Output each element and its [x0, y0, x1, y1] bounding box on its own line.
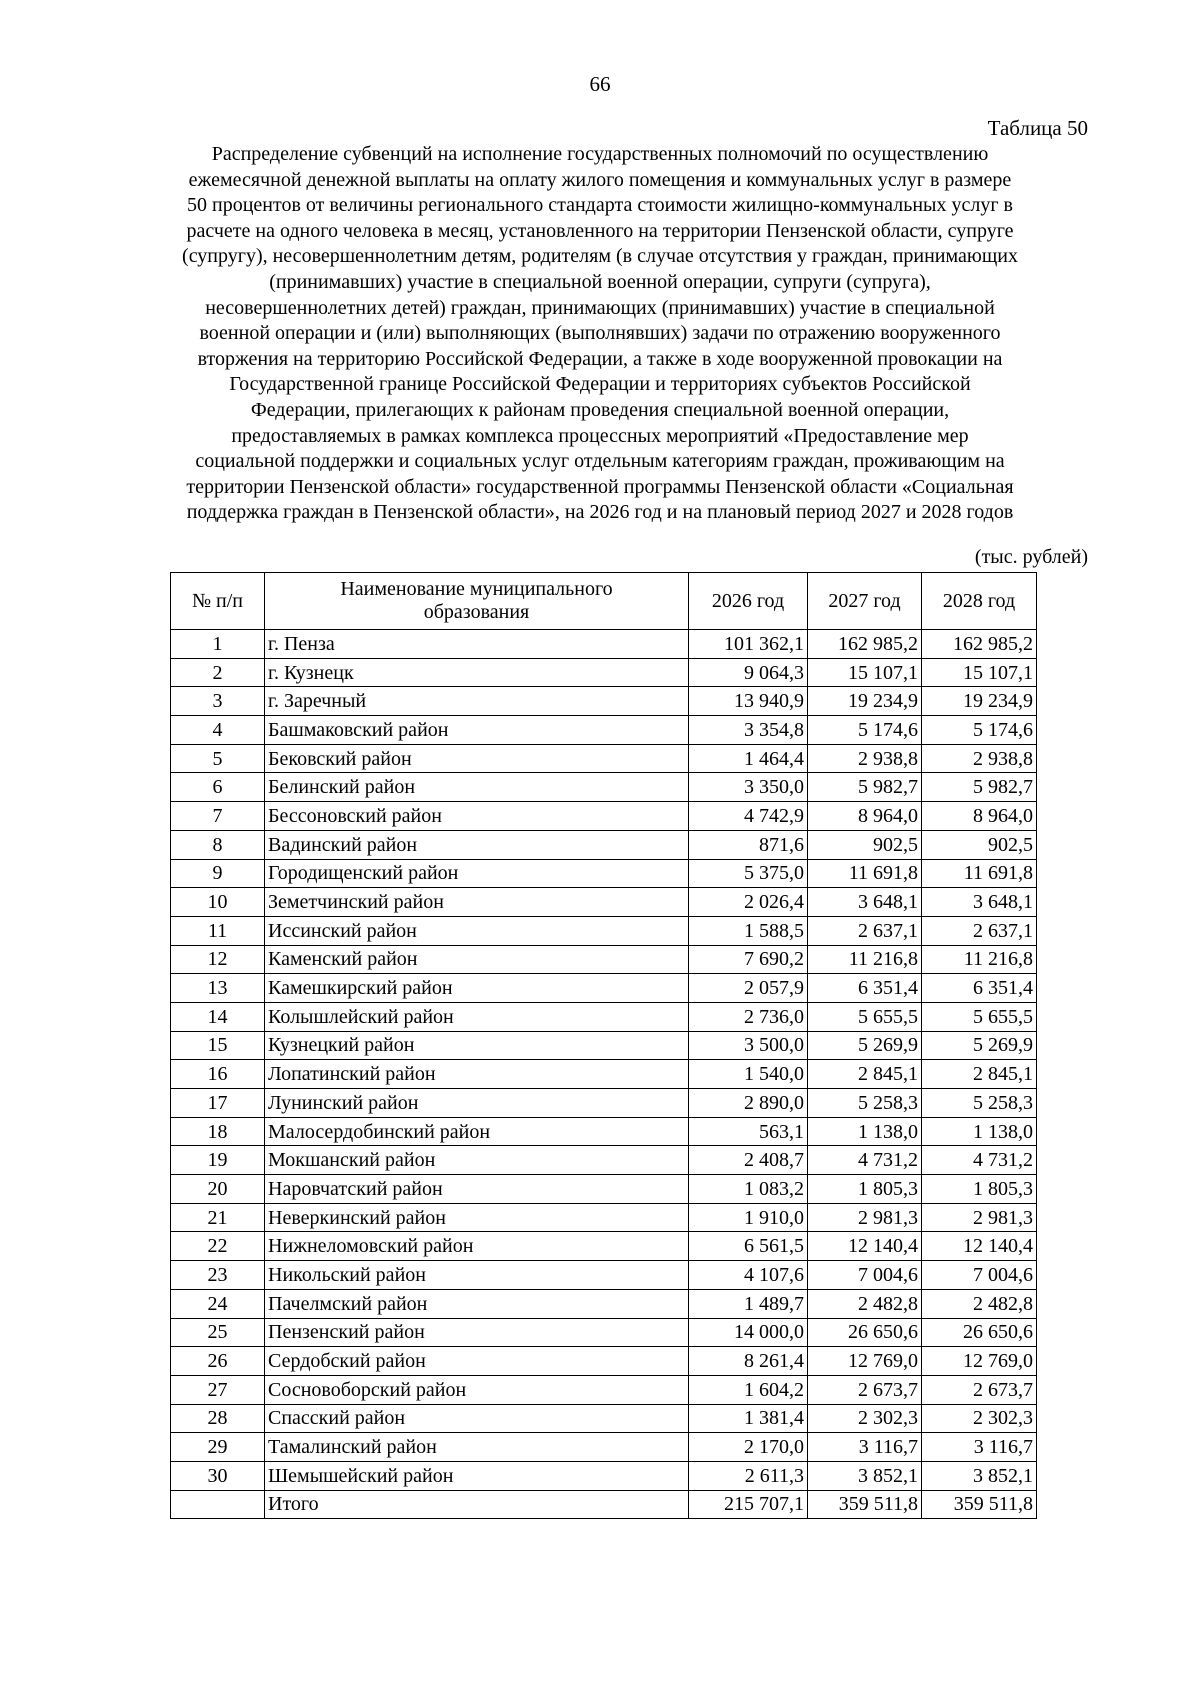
- cell-2026: 1 381,4: [689, 1404, 808, 1433]
- cell-2027: 5 258,3: [808, 1089, 922, 1118]
- cell-municipality: Никольский район: [265, 1261, 689, 1290]
- cell-2026: 2 408,7: [689, 1146, 808, 1175]
- cell-2026: 6 561,5: [689, 1232, 808, 1261]
- cell-2028: 12 769,0: [922, 1347, 1037, 1376]
- cell-2028: 2 938,8: [922, 744, 1037, 773]
- cell-number: 23: [171, 1261, 265, 1290]
- title-line: предоставляемых в рамках комплекса процессных мероприятий «Предоставление мер: [231, 424, 969, 447]
- cell-2028: 2 673,7: [922, 1375, 1037, 1404]
- cell-2026: 2 736,0: [689, 1002, 808, 1031]
- cell-municipality: Спасский район: [265, 1404, 689, 1433]
- cell-2027: 1 138,0: [808, 1117, 922, 1146]
- title-line: 50 процентов от величины регионального стандарта стоимости жилищно-коммунальных услуг в: [187, 194, 1013, 217]
- cell-2027: 5 174,6: [808, 716, 922, 745]
- cell-municipality: Пензенский район: [265, 1318, 689, 1347]
- cell-2027: 8 964,0: [808, 802, 922, 831]
- title-line: Государственной границе Российской Федерации и территориях субъектов Российской: [229, 373, 971, 396]
- cell-municipality: Сосновоборский район: [265, 1375, 689, 1404]
- cell-2027: 2 845,1: [808, 1060, 922, 1089]
- table-row: [171, 945, 1037, 974]
- cell-number: 28: [171, 1404, 265, 1433]
- cell-municipality: Колышлейский район: [265, 1002, 689, 1031]
- cell-2028: 26 650,6: [922, 1318, 1037, 1347]
- cell-2027: 5 655,5: [808, 1002, 922, 1031]
- cell-2028: 7 004,6: [922, 1261, 1037, 1290]
- cell-number: 29: [171, 1433, 265, 1462]
- title-line: вторжения на территорию Российской Федерации, а также в ходе вооруженной провокации на: [197, 347, 1003, 370]
- title-line: поддержка граждан в Пензенской области», на 2026 год и на плановый период 2027 и 2028 годов: [186, 501, 1014, 524]
- cell-municipality: Нижнеломовский район: [265, 1232, 689, 1261]
- cell-2026: 9 064,3: [689, 658, 808, 687]
- cell-number: 8: [171, 830, 265, 859]
- cell-2026: 4 742,9: [689, 802, 808, 831]
- cell-2026: 1 588,5: [689, 916, 808, 945]
- title-line: военной операции и (или) выполняющих (выполнявших) задачи по отражению вооруженного: [199, 322, 1001, 345]
- document-title: [110, 142, 1090, 526]
- table-row: [171, 916, 1037, 945]
- cell-municipality: Бековский район: [265, 744, 689, 773]
- header-municipality: [265, 573, 689, 630]
- cell-2028: 19 234,9: [922, 687, 1037, 716]
- cell-2027: 2 938,8: [808, 744, 922, 773]
- title-line: Распределение субвенций на исполнение государственных полномочий по осуществлению: [211, 143, 989, 165]
- table-row: [171, 630, 1037, 659]
- cell-2027: 5 269,9: [808, 1031, 922, 1060]
- table-row: [171, 658, 1037, 687]
- cell-number: 21: [171, 1203, 265, 1232]
- cell-2026: 1 910,0: [689, 1203, 808, 1232]
- table-label: Таблица 50: [987, 116, 1088, 140]
- cell-2026: 2 026,4: [689, 888, 808, 917]
- cell-number: 12: [171, 945, 265, 974]
- cell-2026: 2 170,0: [689, 1433, 808, 1462]
- cell-municipality: Белинский район: [265, 773, 689, 802]
- units-label: (тыс. рублей): [974, 546, 1088, 568]
- cell-municipality: Шемышейский район: [265, 1461, 689, 1490]
- title-line: (принимавших) участие в специальной военной операции, супруги (супруга),: [269, 270, 931, 293]
- cell-municipality: Кузнецкий район: [265, 1031, 689, 1060]
- table-row: [171, 888, 1037, 917]
- cell-number: 19: [171, 1146, 265, 1175]
- table-row: [171, 773, 1037, 802]
- table-row: [171, 1117, 1037, 1146]
- cell-2028: 2 981,3: [922, 1203, 1037, 1232]
- cell-2027: 2 981,3: [808, 1203, 922, 1232]
- cell-2028: 3 852,1: [922, 1461, 1037, 1490]
- cell-number: 25: [171, 1318, 265, 1347]
- cell-number: 2: [171, 658, 265, 687]
- cell-number: 14: [171, 1002, 265, 1031]
- cell-2027: 12 769,0: [808, 1347, 922, 1376]
- table-row: [171, 1060, 1037, 1089]
- cell-2026: 2 611,3: [689, 1461, 808, 1490]
- cell-municipality: Бессоновский район: [265, 802, 689, 831]
- cell-municipality: Наровчатский район: [265, 1175, 689, 1204]
- cell-2027: 2 637,1: [808, 916, 922, 945]
- cell-2027: 2 673,7: [808, 1375, 922, 1404]
- cell-2028: 5 269,9: [922, 1031, 1037, 1060]
- cell-2028: 11 216,8: [922, 945, 1037, 974]
- cell-2027: 1 805,3: [808, 1175, 922, 1204]
- page-number: 66: [589, 72, 611, 96]
- table-row: [171, 1404, 1037, 1433]
- cell-2027: 2 302,3: [808, 1404, 922, 1433]
- cell-municipality: Малосердобинский район: [265, 1117, 689, 1146]
- cell-2028: 2 845,1: [922, 1060, 1037, 1089]
- cell-2026: 8 261,4: [689, 1347, 808, 1376]
- cell-2027: 7 004,6: [808, 1261, 922, 1290]
- cell-municipality: Иссинский район: [265, 916, 689, 945]
- cell-2028: 11 691,8: [922, 859, 1037, 888]
- header-2028: 2028 год: [922, 573, 1037, 630]
- cell-2026: 1 489,7: [689, 1289, 808, 1318]
- cell-2028: 1 805,3: [922, 1175, 1037, 1204]
- cell-2028: 2 482,8: [922, 1289, 1037, 1318]
- cell-municipality: Башмаковский район: [265, 716, 689, 745]
- cell-2028: 6 351,4: [922, 974, 1037, 1003]
- cell-municipality: Мокшанский район: [265, 1146, 689, 1175]
- cell-2028: 902,5: [922, 830, 1037, 859]
- cell-municipality: Каменский район: [265, 945, 689, 974]
- cell-2026: 1 464,4: [689, 744, 808, 773]
- table-row: [171, 1289, 1037, 1318]
- cell-municipality: г. Заречный: [265, 687, 689, 716]
- table-row: [171, 687, 1037, 716]
- cell-2028: 1 138,0: [922, 1117, 1037, 1146]
- cell-2027: 4 731,2: [808, 1146, 922, 1175]
- cell-number: 5: [171, 744, 265, 773]
- cell-2026: 7 690,2: [689, 945, 808, 974]
- cell-municipality: Итого: [265, 1490, 689, 1519]
- table-row: [171, 974, 1037, 1003]
- table-row: [171, 1318, 1037, 1347]
- cell-2026: 2 890,0: [689, 1089, 808, 1118]
- cell-2027: 902,5: [808, 830, 922, 859]
- cell-municipality: Сердобский район: [265, 1347, 689, 1376]
- cell-2028: 162 985,2: [922, 630, 1037, 659]
- cell-2027: 19 234,9: [808, 687, 922, 716]
- table-row: [171, 1232, 1037, 1261]
- cell-2028: 2 302,3: [922, 1404, 1037, 1433]
- cell-2026: 3 350,0: [689, 773, 808, 802]
- cell-2026: 101 362,1: [689, 630, 808, 659]
- cell-2027: 3 116,7: [808, 1433, 922, 1462]
- cell-number: 6: [171, 773, 265, 802]
- table-row: [171, 830, 1037, 859]
- cell-number: 15: [171, 1031, 265, 1060]
- table-row: [171, 1175, 1037, 1204]
- cell-number: 17: [171, 1089, 265, 1118]
- cell-number: 11: [171, 916, 265, 945]
- cell-municipality: Камешкирский район: [265, 974, 689, 1003]
- cell-2026: 13 940,9: [689, 687, 808, 716]
- cell-2026: 215 707,1: [689, 1490, 808, 1519]
- title-line: Федерации, прилегающих к районам проведения специальной военной операции,: [250, 398, 950, 421]
- cell-2028: 5 258,3: [922, 1089, 1037, 1118]
- table-row: [171, 1031, 1037, 1060]
- table-row: [171, 1347, 1037, 1376]
- cell-2027: 15 107,1: [808, 658, 922, 687]
- cell-municipality: Неверкинский район: [265, 1203, 689, 1232]
- cell-2027: 12 140,4: [808, 1232, 922, 1261]
- table-row: [171, 1461, 1037, 1490]
- cell-2026: 1 604,2: [689, 1375, 808, 1404]
- cell-number: 18: [171, 1117, 265, 1146]
- table-row: [171, 1089, 1037, 1118]
- cell-2028: 2 637,1: [922, 916, 1037, 945]
- cell-2026: 1 083,2: [689, 1175, 808, 1204]
- cell-2026: 4 107,6: [689, 1261, 808, 1290]
- cell-number: 30: [171, 1461, 265, 1490]
- cell-municipality: Лунинский район: [265, 1089, 689, 1118]
- table-row: [171, 1203, 1037, 1232]
- header-number: № п/п: [171, 573, 265, 630]
- cell-number: 7: [171, 802, 265, 831]
- header-municipality-text: Наименование муниципального образования: [340, 578, 613, 623]
- cell-municipality: Земетчинский район: [265, 888, 689, 917]
- cell-2027: 2 482,8: [808, 1289, 922, 1318]
- cell-2026: 563,1: [689, 1117, 808, 1146]
- cell-number: 3: [171, 687, 265, 716]
- cell-2027: 3 852,1: [808, 1461, 922, 1490]
- cell-2027: 5 982,7: [808, 773, 922, 802]
- header-2026: 2026 год: [689, 573, 808, 630]
- cell-2028: 15 107,1: [922, 658, 1037, 687]
- title-line: (супругу), несовершеннолетним детям, родителям (в случае отсутствия у граждан, принимающих: [182, 245, 1018, 268]
- cell-number: 13: [171, 974, 265, 1003]
- table-row: [171, 1002, 1037, 1031]
- cell-2026: 3 500,0: [689, 1031, 808, 1060]
- cell-2028: 12 140,4: [922, 1232, 1037, 1261]
- title-line: территории Пензенской области» государственной программы Пензенской области «Социальная: [186, 475, 1014, 498]
- header-2027: 2027 год: [808, 573, 922, 630]
- cell-2026: 871,6: [689, 830, 808, 859]
- table-row: [171, 1146, 1037, 1175]
- title-line: несовершеннолетних детей) граждан, принимающих (принимавших) участие в специальной: [205, 296, 995, 319]
- cell-2028: 3 648,1: [922, 888, 1037, 917]
- cell-2026: 1 540,0: [689, 1060, 808, 1089]
- table-row: [171, 1433, 1037, 1462]
- cell-number: 16: [171, 1060, 265, 1089]
- cell-2027: 11 691,8: [808, 859, 922, 888]
- cell-number: 1: [171, 630, 265, 659]
- table-row: [171, 1261, 1037, 1290]
- cell-municipality: Лопатинский район: [265, 1060, 689, 1089]
- cell-municipality: Городищенский район: [265, 859, 689, 888]
- cell-2027: 359 511,8: [808, 1490, 922, 1519]
- cell-2026: 2 057,9: [689, 974, 808, 1003]
- cell-2026: 5 375,0: [689, 859, 808, 888]
- cell-municipality: Тамалинский район: [265, 1433, 689, 1462]
- cell-2027: 6 351,4: [808, 974, 922, 1003]
- table-row: [171, 716, 1037, 745]
- cell-municipality: Пачелмский район: [265, 1289, 689, 1318]
- cell-2026: 14 000,0: [689, 1318, 808, 1347]
- cell-number: [171, 1490, 265, 1519]
- table-header-row: [171, 573, 1037, 630]
- table-row: [171, 1375, 1037, 1404]
- table-row: [171, 744, 1037, 773]
- cell-municipality: Вадинский район: [265, 830, 689, 859]
- cell-number: 26: [171, 1347, 265, 1376]
- cell-municipality: г. Кузнецк: [265, 658, 689, 687]
- title-line: социальной поддержки и социальных услуг отдельным категориям граждан, проживающим на: [195, 450, 1005, 473]
- cell-number: 22: [171, 1232, 265, 1261]
- subvention-table: [170, 572, 1037, 1519]
- cell-2028: 5 174,6: [922, 716, 1037, 745]
- cell-2028: 8 964,0: [922, 802, 1037, 831]
- cell-number: 27: [171, 1375, 265, 1404]
- cell-2028: 5 982,7: [922, 773, 1037, 802]
- cell-number: 4: [171, 716, 265, 745]
- cell-2028: 3 116,7: [922, 1433, 1037, 1462]
- cell-2026: 3 354,8: [689, 716, 808, 745]
- cell-2027: 3 648,1: [808, 888, 922, 917]
- cell-2027: 26 650,6: [808, 1318, 922, 1347]
- cell-number: 9: [171, 859, 265, 888]
- cell-2028: 5 655,5: [922, 1002, 1037, 1031]
- cell-2027: 162 985,2: [808, 630, 922, 659]
- cell-2027: 11 216,8: [808, 945, 922, 974]
- table-row: [171, 802, 1037, 831]
- table-total-row: [171, 1490, 1037, 1519]
- cell-2028: 4 731,2: [922, 1146, 1037, 1175]
- cell-number: 10: [171, 888, 265, 917]
- cell-number: 24: [171, 1289, 265, 1318]
- cell-2028: 359 511,8: [922, 1490, 1037, 1519]
- title-line: ежемесячной денежной выплаты на оплату жилого помещения и коммунальных услуг в размере: [188, 168, 1012, 191]
- cell-number: 20: [171, 1175, 265, 1204]
- table-row: [171, 859, 1037, 888]
- cell-municipality: г. Пенза: [265, 630, 689, 659]
- title-line: расчете на одного человека в месяц, установленного на территории Пензенской области, супруге: [186, 219, 1014, 242]
